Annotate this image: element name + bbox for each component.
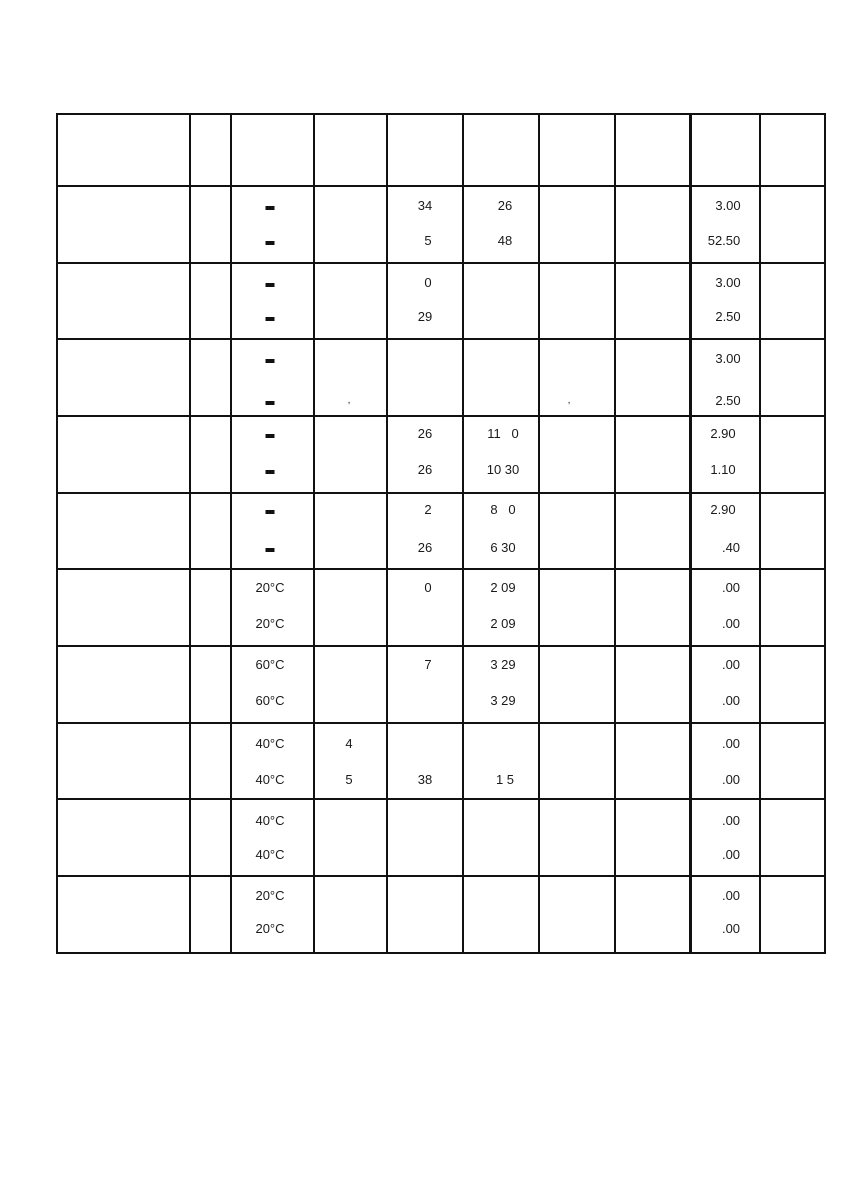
table-cell: 60°C <box>255 693 285 708</box>
table-rule-vertical <box>386 113 388 954</box>
table-cell: , <box>347 395 351 406</box>
table-cell: .00 <box>721 736 741 751</box>
table-rule-vertical <box>824 113 826 954</box>
table-cell: 26 <box>497 198 513 213</box>
table-rule-horizontal <box>57 113 826 115</box>
table-cell: .00 <box>721 580 741 595</box>
table-rule-horizontal <box>57 568 826 570</box>
table-cell: .00 <box>721 772 741 787</box>
dash-mark-icon <box>266 359 275 363</box>
table-rule-horizontal <box>57 798 826 800</box>
dash-mark-icon <box>266 206 275 210</box>
table-rule-horizontal <box>57 415 826 417</box>
table-cell: 5 <box>345 772 353 787</box>
table-cell: 40°C <box>255 847 285 862</box>
table-cell: 26 <box>417 426 433 441</box>
table-cell: 60°C <box>255 657 285 672</box>
data-table <box>56 112 826 954</box>
table-rule-horizontal <box>57 338 826 340</box>
table-cell: 3.00 <box>715 275 741 290</box>
table-rule-vertical <box>689 113 692 954</box>
table-cell: 20°C <box>255 921 285 936</box>
table-cell: 26 <box>417 462 433 477</box>
table-rule-vertical <box>56 113 58 954</box>
table-cell: 3 29 <box>490 657 516 672</box>
table-cell: .00 <box>721 888 741 903</box>
table-rule-vertical <box>189 113 191 954</box>
dash-mark-icon <box>266 548 275 552</box>
table-rule-horizontal <box>57 185 826 187</box>
dash-mark-icon <box>266 510 275 514</box>
dash-mark-icon <box>266 241 275 245</box>
table-cell: 1.10 <box>710 462 736 477</box>
dash-mark-icon <box>266 401 275 405</box>
dash-mark-icon <box>266 283 275 287</box>
table-cell: 20°C <box>255 888 285 903</box>
table-cell: 3.00 <box>715 198 741 213</box>
table-cell: 2 09 <box>490 580 516 595</box>
table-cell: 0 <box>424 580 432 595</box>
table-cell: 2 09 <box>490 616 516 631</box>
table-cell: 52.50 <box>707 233 741 248</box>
table-cell: 40°C <box>255 772 285 787</box>
table-cell: .40 <box>721 540 741 555</box>
table-rule-vertical <box>759 113 761 954</box>
table-cell: .00 <box>721 693 741 708</box>
table-cell: 2 <box>424 502 432 517</box>
table-rule-horizontal <box>57 875 826 877</box>
dash-mark-icon <box>266 470 275 474</box>
table-cell: 10 30 <box>486 462 520 477</box>
table-cell: 1 5 <box>495 772 515 787</box>
table-cell: 2.50 <box>715 393 741 408</box>
table-cell: 20°C <box>255 580 285 595</box>
table-cell: 38 <box>417 772 433 787</box>
table-cell: 40°C <box>255 813 285 828</box>
table-rule-horizontal <box>57 645 826 647</box>
table-cell: 0 <box>424 275 432 290</box>
table-cell: 48 <box>497 233 513 248</box>
table-cell: 20°C <box>255 616 285 631</box>
table-rule-horizontal <box>57 492 826 494</box>
table-rule-vertical <box>614 113 616 954</box>
table-cell: 2.50 <box>715 309 741 324</box>
table-rule-vertical <box>313 113 315 954</box>
table-cell: 5 <box>424 233 432 248</box>
table-cell: , <box>567 395 571 406</box>
table-cell: 7 <box>424 657 432 672</box>
table-cell: 11 0 <box>487 426 519 441</box>
table-cell: 8 0 <box>490 502 516 517</box>
table-rule-horizontal <box>57 722 826 724</box>
table-cell: 34 <box>417 198 433 213</box>
table-cell: .00 <box>721 847 741 862</box>
table-cell: 6 30 <box>490 540 516 555</box>
table-rule-vertical <box>538 113 540 954</box>
dash-mark-icon <box>266 434 275 438</box>
table-cell: .00 <box>721 657 741 672</box>
table-cell: .00 <box>721 921 741 936</box>
table-cell: .00 <box>721 616 741 631</box>
table-cell: .00 <box>721 813 741 828</box>
table-cell: 26 <box>417 540 433 555</box>
dash-mark-icon <box>266 317 275 321</box>
table-rule-vertical <box>230 113 232 954</box>
table-rule-horizontal <box>57 262 826 264</box>
table-cell: 3 29 <box>490 693 516 708</box>
table-cell: 29 <box>417 309 433 324</box>
table-rule-vertical <box>462 113 464 954</box>
table-cell: 40°C <box>255 736 285 751</box>
table-cell: 4 <box>345 736 353 751</box>
table-rule-horizontal <box>57 952 826 954</box>
table-cell: 2.90 <box>710 426 736 441</box>
table-cell: 2.90 <box>710 502 736 517</box>
table-cell: 3.00 <box>715 351 741 366</box>
